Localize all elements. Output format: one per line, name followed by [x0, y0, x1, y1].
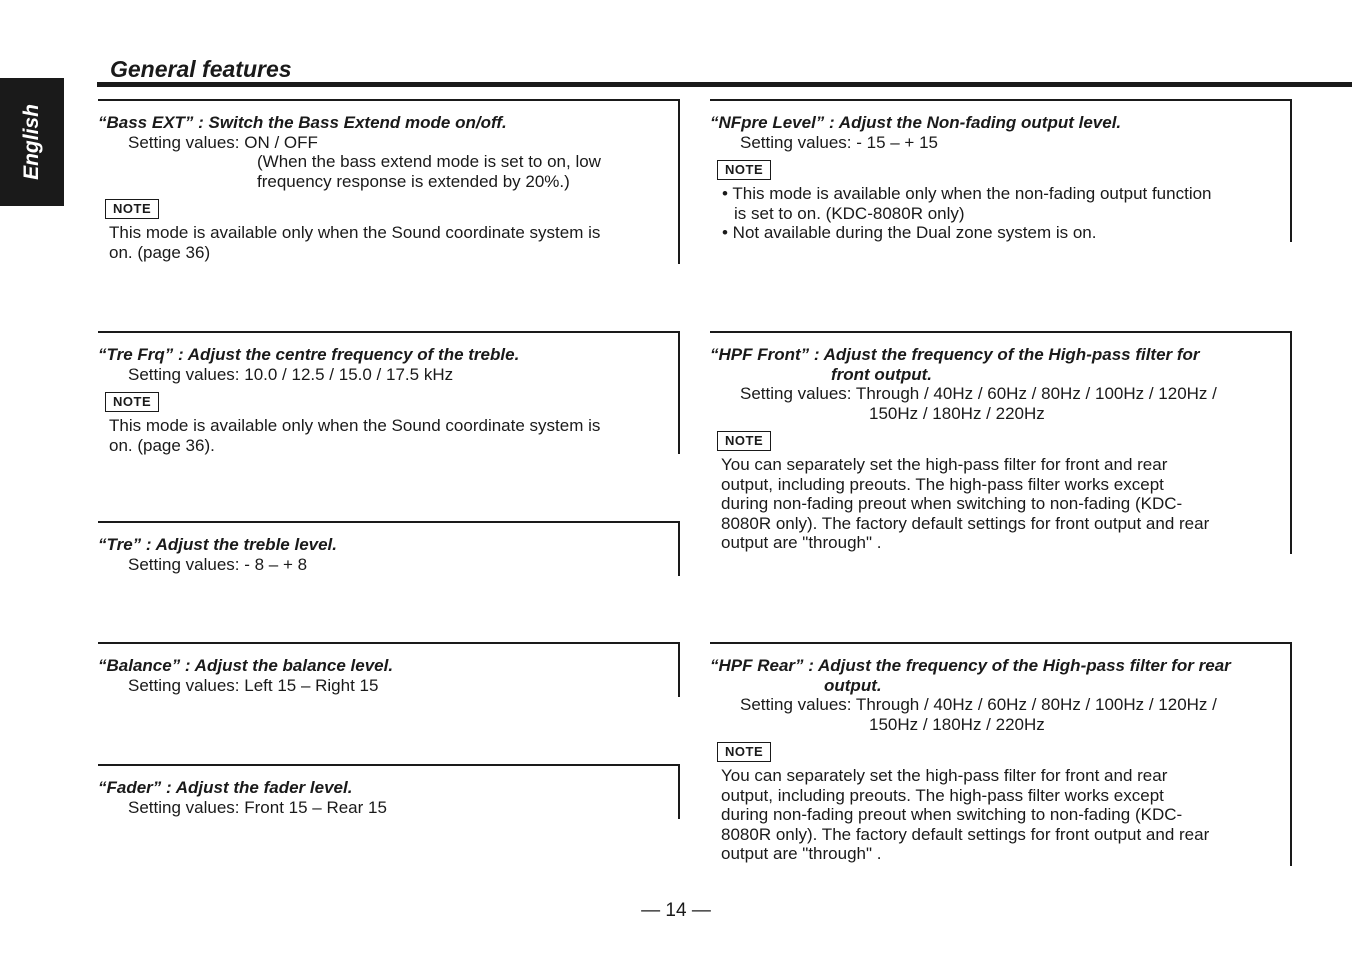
setting-values: Setting values: 10.0 / 12.5 / 15.0 / 17.5 kHz — [128, 364, 454, 384]
note-text — [710, 766, 1290, 864]
note-line: during non-fading preout when switching to non-fading (KDC- — [721, 494, 1183, 513]
note-line: This mode is available only when the Sound coordinate system is — [109, 416, 601, 435]
setting-values-cont: 150Hz / 180Hz / 220Hz — [869, 403, 1045, 423]
section-tre — [98, 521, 680, 576]
setting-values: Setting values: - 15 – + 15 — [740, 132, 938, 152]
section-bass-ext — [98, 99, 680, 264]
note-line: • This mode is available only when the non-fading output function — [722, 184, 1212, 203]
note-line: output, including preouts. The high-pass filter works except — [721, 474, 1164, 494]
note-line: on. (page 36) — [109, 242, 211, 262]
setting-values: Setting values: - 8 – + 8 — [128, 554, 308, 574]
note-line: output are "through" . — [721, 844, 882, 863]
note-badge: NOTE — [105, 392, 159, 412]
title-rule — [97, 82, 1352, 87]
note-text — [98, 416, 678, 455]
page-title: General features — [110, 56, 292, 82]
note-line: output, including preouts. The high-pass filter works except — [721, 785, 1164, 805]
section-hpf-rear — [710, 642, 1292, 866]
section-hpf-front — [710, 331, 1292, 554]
setting-values: Setting values: Front 15 – Rear 15 — [128, 797, 387, 817]
setting-values: Setting values: Through / 40Hz / 60Hz / 80Hz / 100Hz / 120Hz / — [740, 695, 1217, 714]
language-tab-label: English — [20, 104, 43, 180]
note-text — [98, 223, 678, 262]
note-line: during non-fading preout when switching to non-fading (KDC- — [721, 805, 1183, 824]
note-bullet: • Not available during the Dual zone system is on. — [722, 223, 1097, 242]
section-heading-cont: front output. — [831, 364, 933, 384]
page-number: — 14 — — [641, 900, 711, 921]
language-tab — [0, 78, 64, 206]
section-heading: “Fader” : Adjust the fader level. — [98, 778, 353, 797]
section-tre-frq — [98, 331, 680, 454]
note-line: output are "through" . — [721, 533, 882, 552]
section-heading: “Bass EXT” : Switch the Bass Extend mode on/off. — [98, 113, 507, 132]
setting-values: Setting values: Left 15 – Right 15 — [128, 675, 379, 695]
note-line: You can separately set the high-pass filter for front and rear — [721, 455, 1168, 474]
note-badge: NOTE — [717, 742, 771, 762]
note-text — [710, 455, 1290, 553]
section-heading-cont: output. — [824, 675, 882, 695]
note-badge: NOTE — [105, 199, 159, 219]
note-line: You can separately set the high-pass filter for front and rear — [721, 766, 1168, 785]
note-badge: NOTE — [717, 160, 771, 180]
section-nfpre-level — [710, 99, 1292, 242]
setting-note-line: frequency response is extended by 20%.) — [257, 171, 570, 191]
setting-values: Setting values: Through / 40Hz / 60Hz / 80Hz / 100Hz / 120Hz / — [740, 384, 1217, 403]
section-heading: “NFpre Level” : Adjust the Non-fading output level. — [710, 113, 1122, 132]
note-bullet — [710, 184, 1290, 223]
section-heading: “HPF Front” : Adjust the frequency of the High-pass filter for — [710, 345, 1200, 364]
note-line: 8080R only). The factory default settings for front output and rear — [721, 824, 1210, 844]
note-line: on. (page 36). — [109, 435, 215, 455]
section-heading: “HPF Rear” : Adjust the frequency of the High-pass filter for rear — [710, 656, 1231, 675]
setting-values-cont: 150Hz / 180Hz / 220Hz — [869, 714, 1045, 734]
section-heading: “Balance” : Adjust the balance level. — [98, 656, 394, 675]
section-heading: “Tre Frq” : Adjust the centre frequency of the treble. — [98, 345, 520, 364]
section-heading: “Tre” : Adjust the treble level. — [98, 535, 338, 554]
section-balance — [98, 642, 680, 697]
note-line: This mode is available only when the Sound coordinate system is — [109, 223, 601, 242]
note-line: is set to on. (KDC-8080R only) — [734, 203, 965, 223]
note-badge: NOTE — [717, 431, 771, 451]
section-fader — [98, 764, 680, 819]
note-bullets — [710, 184, 1290, 243]
setting-values: Setting values: ON / OFF — [128, 132, 318, 152]
setting-note-line: (When the bass extend mode is set to on, low — [257, 152, 601, 171]
note-line: 8080R only). The factory default settings for front output and rear — [721, 513, 1210, 533]
